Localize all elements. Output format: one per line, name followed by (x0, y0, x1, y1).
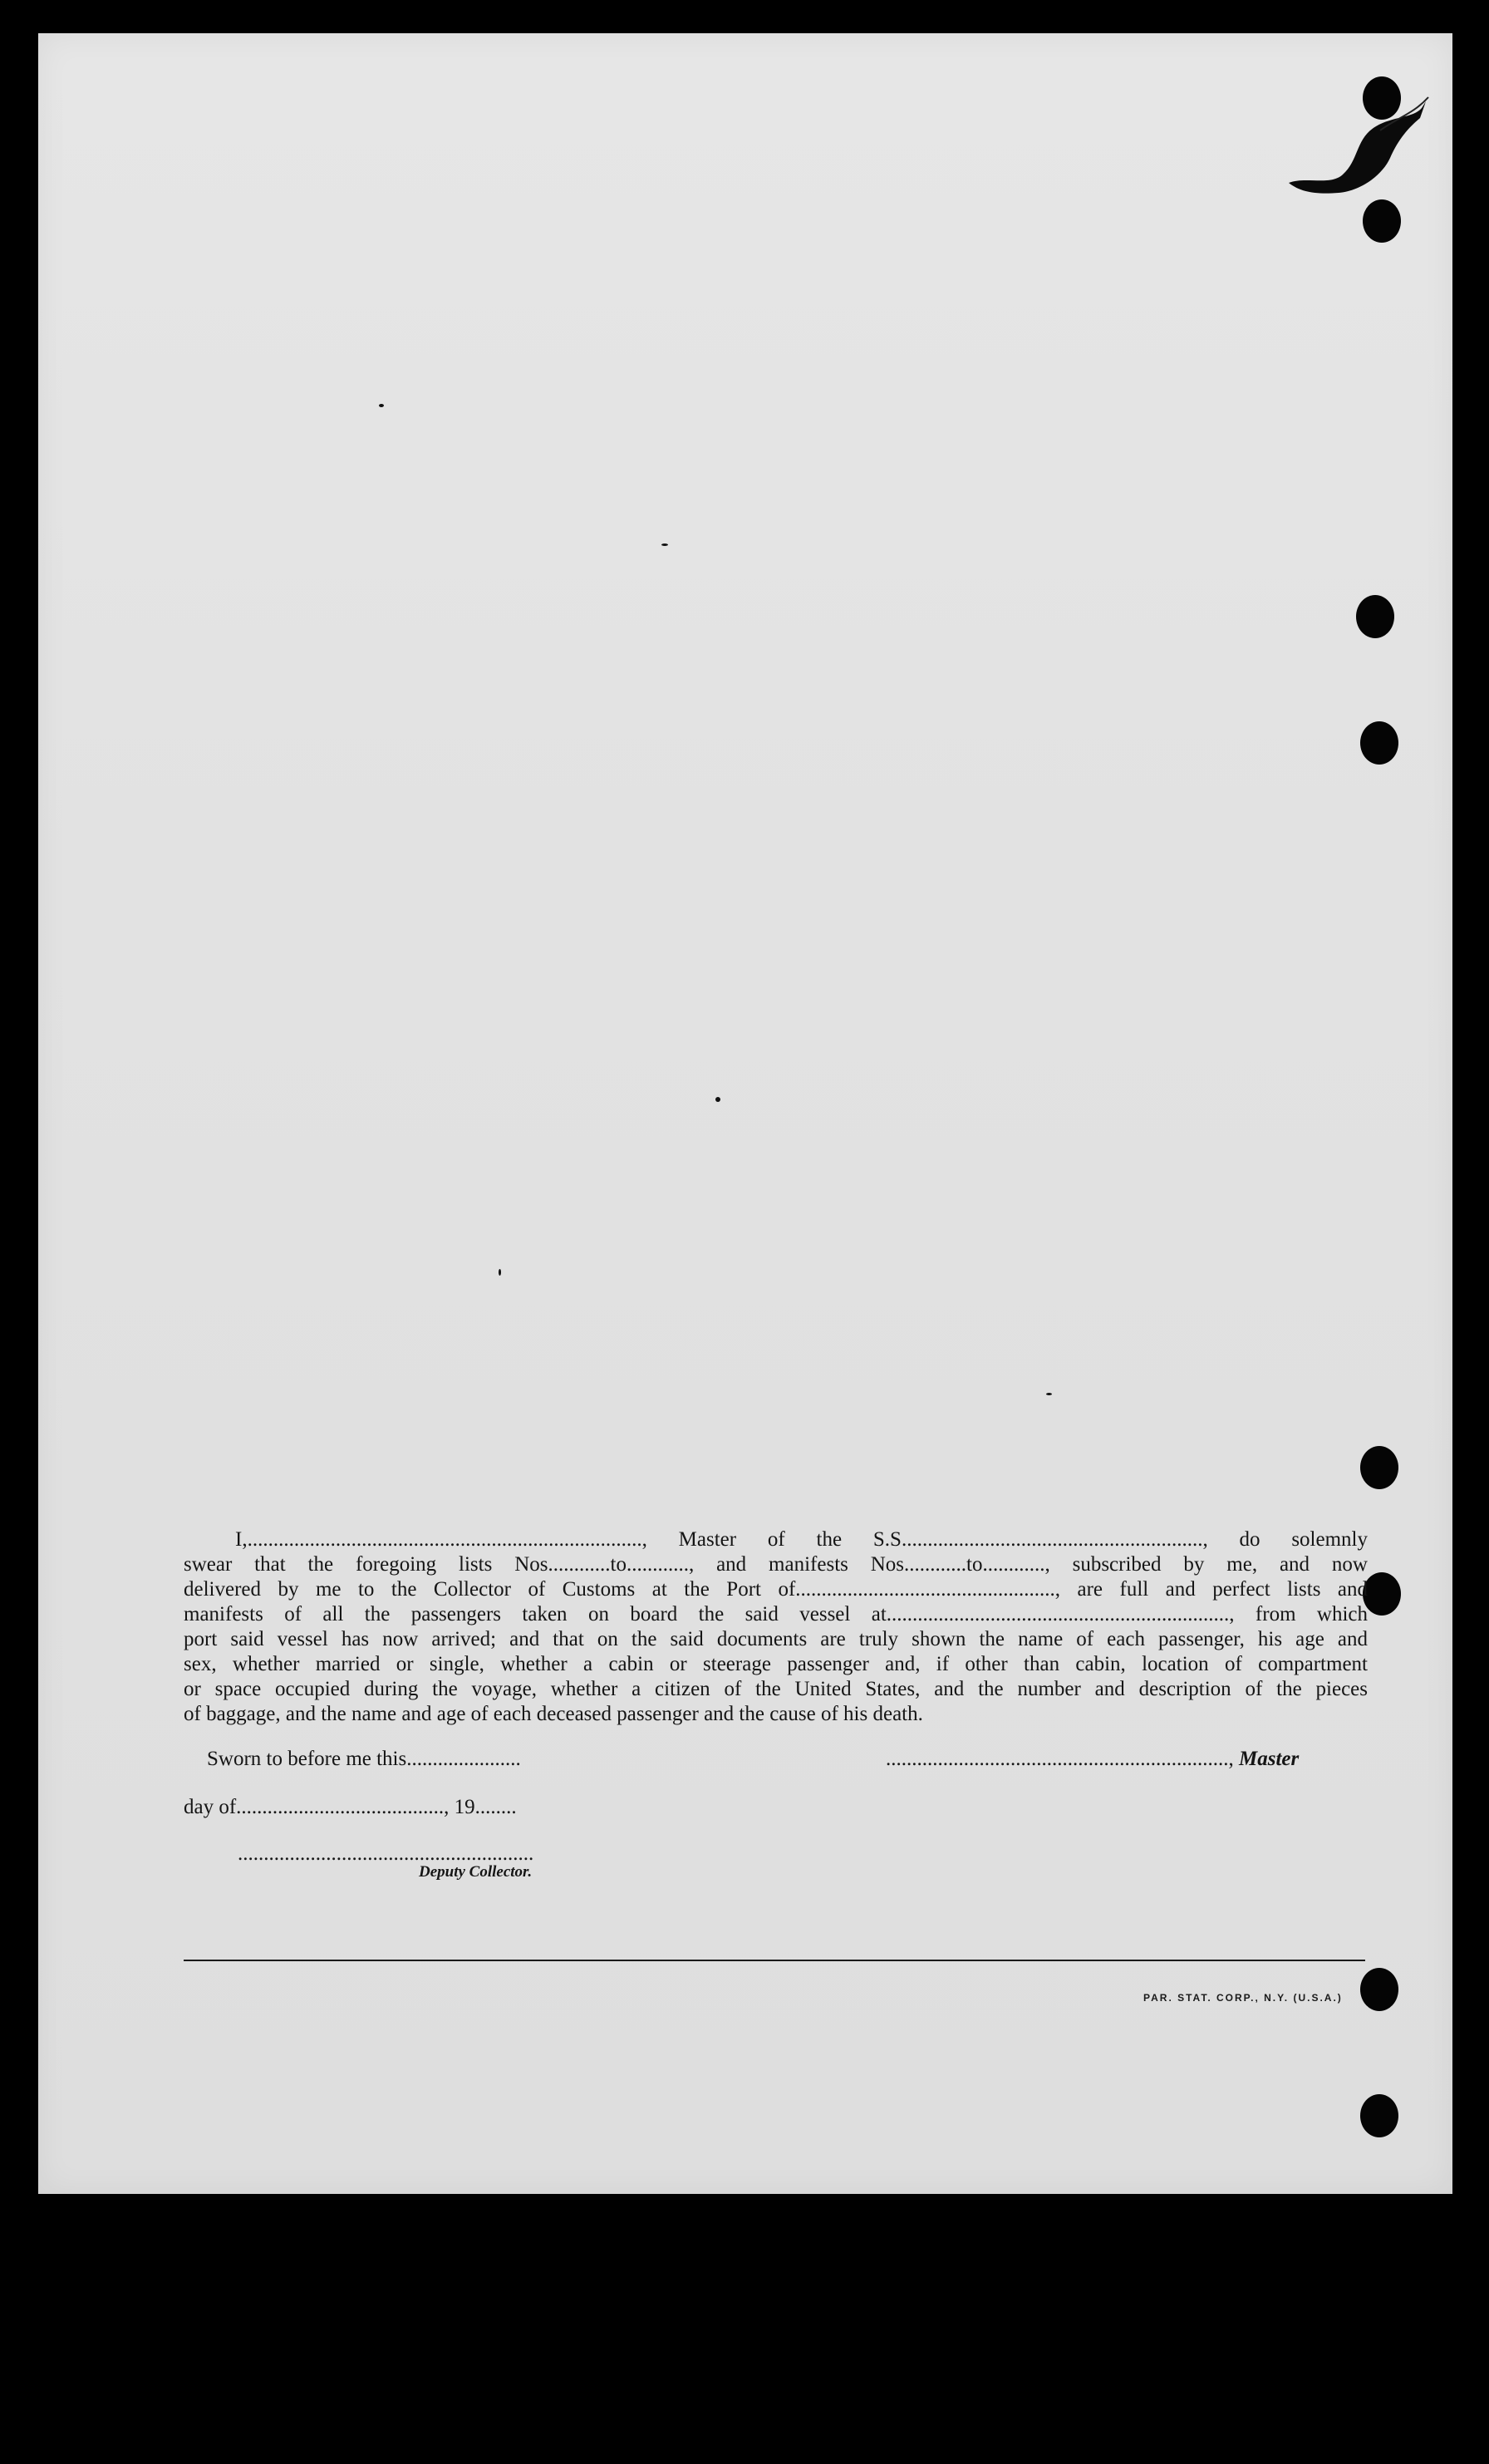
binder-hole (1360, 1968, 1398, 2011)
oath-line: of baggage, and the name and age of each deceased passenger and the cause of his death. (184, 1703, 923, 1725)
oath-paragraph (184, 1527, 1368, 1727)
day-of-line: day of........................................, 19........ (184, 1796, 517, 1818)
document-page (38, 33, 1452, 2194)
ink-stain (1280, 93, 1430, 209)
binder-hole (1360, 1446, 1398, 1489)
binder-hole (1363, 76, 1401, 120)
printer-imprint: PAR. STAT. CORP., N.Y. (U.S.A.) (1143, 1992, 1343, 2004)
oath-line: I,............................................................................, Master of the S.S.........................................................., do solemnly (235, 1528, 1368, 1551)
binder-hole (1363, 199, 1401, 243)
speck (499, 1269, 501, 1276)
oath-line: or space occupied during the voyage, whether a citizen of the United States, and the number and description of the pieces (184, 1678, 1368, 1700)
oath-line: port said vessel has now arrived; and that on the said documents are truly shown the name of each passenger, his age and (184, 1628, 1368, 1650)
master-signature-line: .................................................................., (886, 1748, 1234, 1770)
oath-line: manifests of all the passengers taken on board the said vessel at.................................................................., from which (184, 1603, 1368, 1625)
deputy-collector-label: Deputy Collector. (419, 1863, 533, 1881)
horizontal-rule (184, 1960, 1365, 1961)
deputy-signature-line: ......................................................... (238, 1842, 534, 1865)
master-label: Master (1239, 1748, 1300, 1770)
binder-hole (1356, 595, 1394, 638)
binder-hole (1363, 1572, 1401, 1616)
speck (1046, 1393, 1052, 1395)
oath-line: sex, whether married or single, whether a cabin or steerage passenger and, if other than cabin, location of compartment (184, 1653, 1368, 1675)
master-signature (886, 1748, 1299, 1771)
binder-hole (1360, 721, 1398, 765)
speck (661, 543, 668, 546)
sworn-line: Sworn to before me this...................... (207, 1748, 521, 1770)
oath-line: swear that the foregoing lists Nos............to............, and manifests Nos............to............, subscribed by me, and now (184, 1553, 1368, 1576)
oath-line: delivered by me to the Collector of Customs at the Port of.................................................., are full and perfect lists and (184, 1578, 1368, 1601)
speck (379, 404, 384, 407)
binder-hole (1360, 2094, 1398, 2137)
speck (715, 1097, 720, 1102)
